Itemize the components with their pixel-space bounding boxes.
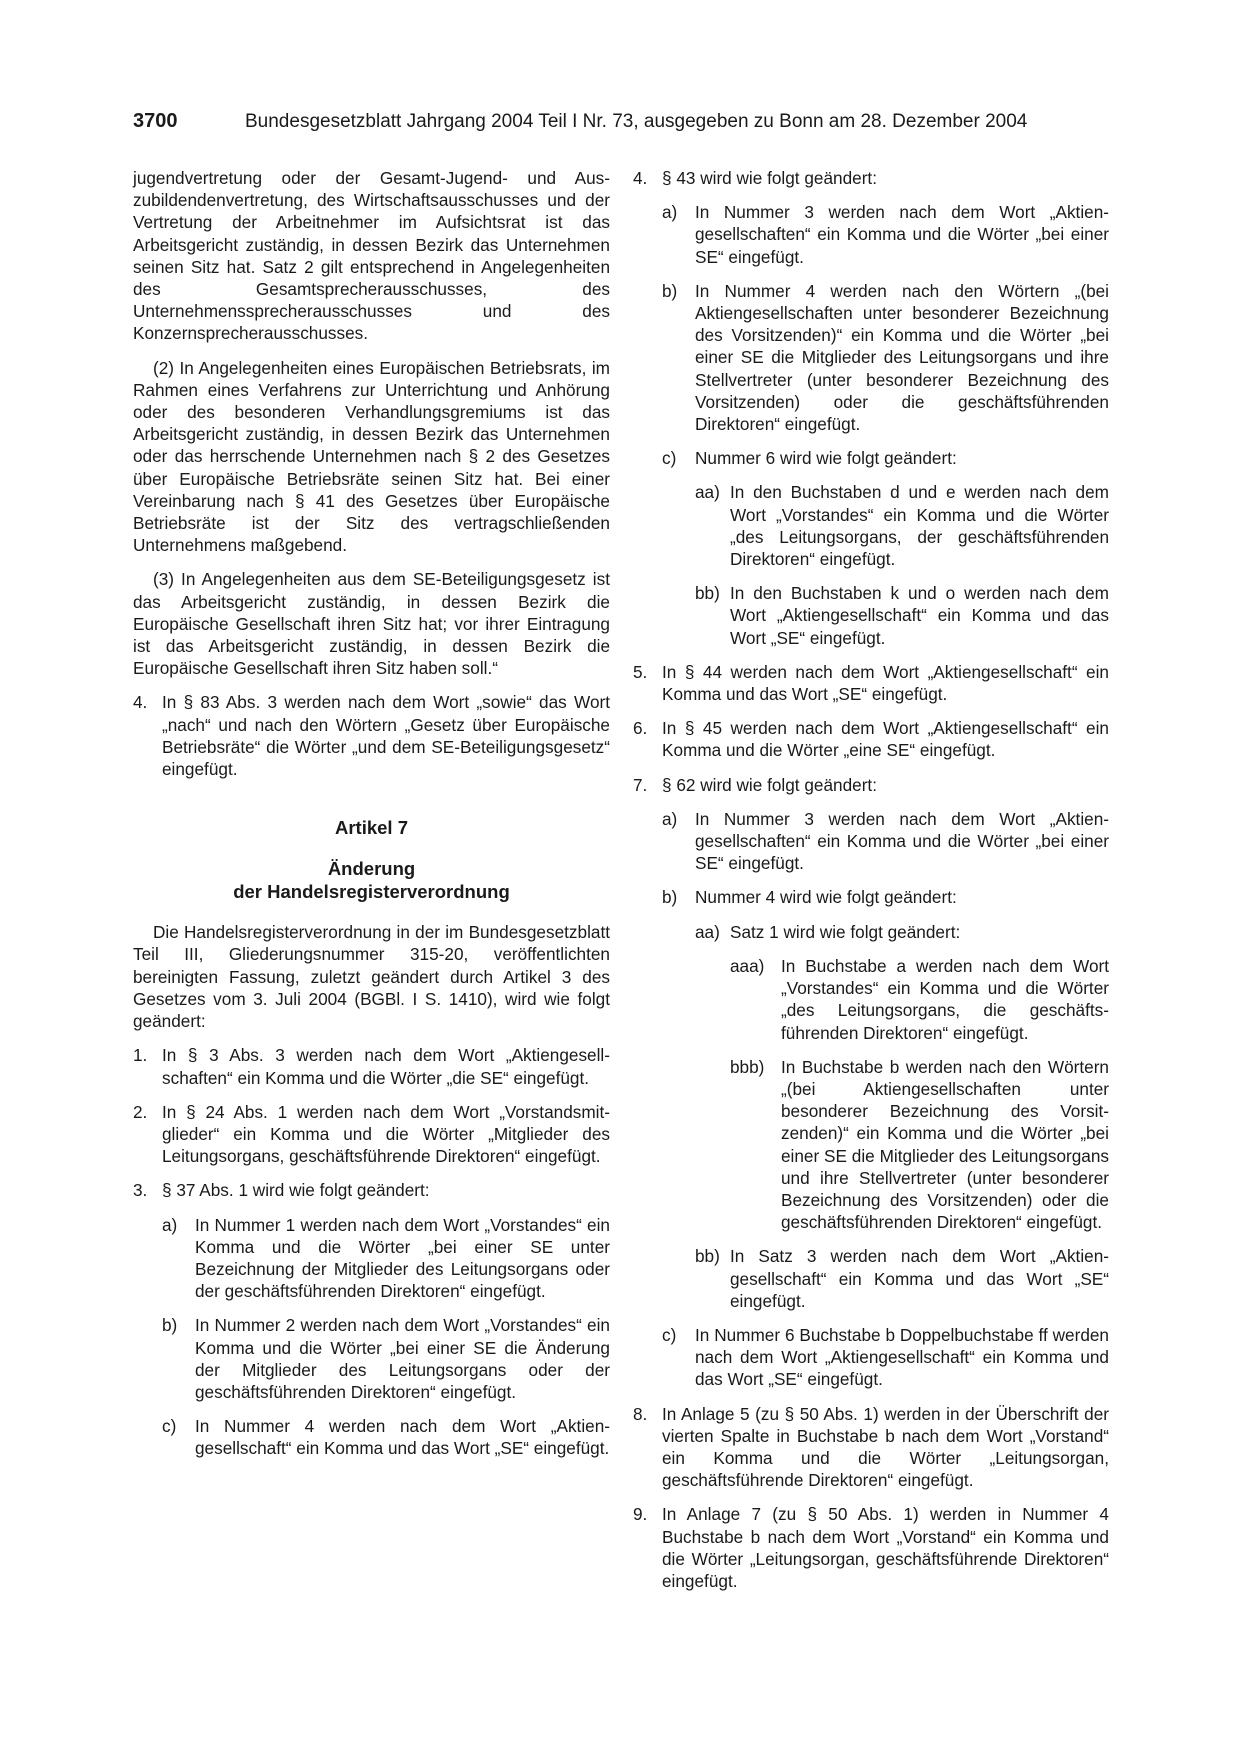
sub-item-label: b) <box>662 887 678 908</box>
sub-sub-item-text: In Satz 3 werden nach dem Wort „Aktiengesellschaft“ ein Komma und das Wort „SE“ eingefügt. <box>730 1246 1109 1311</box>
sub-item-label: c) <box>662 1324 677 1345</box>
sub-item-label: b) <box>662 280 678 301</box>
sub-sub-item <box>633 582 1109 649</box>
sub-item <box>133 1415 610 1459</box>
article-intro: Die Handelsregisterverordnung in der im Bundesgesetzblatt Teil III, Gliederungsnummer 315-20, veröffentlichten bereinigten Fassung, zuletzt geändert durch Artikel 3 des Gesetzes vom 3. Juli 2004 (BGBl. I S. 1410), wird wie folgt geändert: <box>133 922 610 1032</box>
sub-sub-item <box>633 921 1109 943</box>
item-number: 4. <box>133 692 148 713</box>
list-item <box>633 717 1109 761</box>
item-text: In Anlage 7 (zu § 50 Abs. 1) werden in Nummer 4 Buchstabe b nach dem Wort „Vorstand“ ein Komma und die Wörter „Leitungsorgan, geschäftsführende Direktoren“ eingefügt. <box>662 1504 1109 1591</box>
sub-item-label: c) <box>662 448 677 469</box>
sub-item-label: a) <box>662 808 678 829</box>
sub-sub-item-label: bb) <box>695 1246 720 1267</box>
paragraph-3: (3) In Angelegenheiten aus dem SE-Beteiligungsgesetz ist das Arbeitsgericht zuständig, in dessen Bezirk die Europäische Gesellschaft ihren Sitz hat; vor ihrer Eintragung ist das Arbeitsgericht zuständig, in dessen Bezirk die Europäische Gesellschaft ihren Sitz haben soll.“ <box>133 569 610 679</box>
sub-sub-sub-item-label: aaa) <box>730 955 765 976</box>
item-text: § 37 Abs. 1 wird wie folgt geändert: <box>162 1180 430 1201</box>
sub-sub-item-label: aa) <box>695 921 720 942</box>
sub-sub-sub-item-label: bbb) <box>730 1056 765 1077</box>
item-text: In § 83 Abs. 3 werden nach dem Wort „sowie“ das Wort „nach“ und nach den Wörtern „Gesetz über Europäische Betriebsräte“ die Wörter „und dem SE-Beteiligungsgesetz“ eingefügt. <box>162 692 610 780</box>
sub-item <box>633 808 1109 875</box>
item-text: In § 44 werden nach dem Wort „Aktiengesellschaft“ ein Komma und das Wort „SE“ eingefügt. <box>662 661 1109 705</box>
sub-item-text: In Nummer 6 Buchstabe b Doppelbuchstabe ff werden nach dem Wort „Aktiengesellschaft“ ein Komma und das Wort „SE“ eingefügt. <box>695 1324 1109 1390</box>
list-item <box>633 774 1109 796</box>
sub-sub-item <box>633 1245 1109 1312</box>
sub-item <box>633 201 1109 268</box>
list-item <box>633 167 1109 189</box>
list-item <box>633 1403 1109 1492</box>
item-number: 2. <box>133 1101 148 1122</box>
sub-item-label: c) <box>162 1416 177 1437</box>
sub-item-text: In Nummer 1 werden nach dem Wort „Vorstandes“ ein Komma und die Wörter „bei einer SE unter Bezeichnung der Mitglieder des Leitungsorgans oder der geschäftsführenden Direktoren“ eingefügt. <box>195 1214 610 1302</box>
sub-sub-sub-item-text: In Buchstabe a werden nach dem Wort „Vorstandes“ ein Komma und die Wörter „des Leitungsorgans, die geschäftsführenden Direktoren“ eingefügt. <box>781 955 1109 1043</box>
sub-item-label: a) <box>162 1214 178 1235</box>
sub-sub-sub-item-text: In Buchstabe b werden nach den Wörtern „(bei Aktiengesellschaften unter besonderer Bezeichnung des Vorsitzenden)“ ein Komma und die Wörter „bei einer SE die Mitglieder des Leitungsorgans und ihre Stellvertreter (unter besonderer Bezeichnung des Vorsitzenden) oder die geschäftsführenden Direktoren“ eingefügt. <box>781 1056 1109 1233</box>
sub-item <box>133 1314 610 1403</box>
sub-sub-item-text: In den Buchstaben d und e werden nach dem Wort „Vorstandes“ ein Komma und die Wörter „des Leitungsorgans, der geschäftsführenden Direktoren“ eingefügt. <box>730 482 1109 570</box>
sub-item <box>633 280 1109 435</box>
item-text: In Anlage 5 (zu § 50 Abs. 1) werden in der Überschrift der vierten Spalte in Buchstabe b nach dem Wort „Vorstand“ ein Komma und die Wörter „Leitungsorgan, geschäftsführende Direktoren“ eingefügt. <box>662 1403 1109 1491</box>
sub-sub-sub-item <box>633 1056 1109 1234</box>
sub-item <box>633 886 1109 908</box>
sub-item-text: In Nummer 3 werden nach dem Wort „Aktiengesellschaften“ ein Komma und die Wörter „bei einer SE“ eingefügt. <box>695 202 1109 267</box>
list-item <box>133 1101 610 1168</box>
list-item <box>633 1503 1109 1592</box>
sub-item-label: a) <box>662 202 678 223</box>
article-number: Artikel 7 <box>334 817 408 839</box>
sub-sub-item-label: aa) <box>695 482 720 503</box>
item-number: 8. <box>633 1403 648 1424</box>
item-number: 5. <box>633 661 648 682</box>
paragraph-continuation: jugendvertretung oder der Gesamt-Jugend- und Auszubildendenvertretung, des Wirtschaftsausschusses und der Vertretung der Arbeitnehmer im Aufsichtsrat ist das Arbeitsgericht zuständig, in dessen Bezirk das Unternehmen seinen Sitz hat. Satz 2 gilt entsprechend in Angelegenheiten des Gesamtsprecherausschusses, des Unternehmenssprecherausschusses und des Konzernsprecherausschusses. <box>133 168 610 344</box>
item-number: 7. <box>633 774 648 795</box>
item-number: 6. <box>633 718 648 739</box>
left-column <box>133 167 610 1472</box>
article-title-line-2: der Handelsregisterverordnung <box>233 881 510 903</box>
sub-item-label: b) <box>162 1315 178 1336</box>
sub-sub-item-text: In den Buchstaben k und o werden nach dem Wort „Aktiengesellschaft“ ein Komma und das Wort „SE“ eingefügt. <box>730 583 1109 648</box>
item-number: 9. <box>633 1504 648 1525</box>
sub-item <box>633 447 1109 469</box>
sub-item-text: In Nummer 4 werden nach den Wörtern „(bei Aktiengesellschaften unter besonderer Bezeichnung des Vorsitzenden)“ ein Komma und die Wörter „bei einer SE die Mitglieder des Leitungsorgans und ihre Stellvertreter (unter besonderer Bezeichnung des Vorsitzenden) oder die geschäftsführenden Direktoren“ eingefügt. <box>695 280 1109 435</box>
item-text: § 43 wird wie folgt geändert: <box>662 168 877 188</box>
article-title <box>133 857 610 903</box>
sub-sub-item-text: Satz 1 wird wie folgt geändert: <box>730 921 961 942</box>
list-item <box>133 1044 610 1088</box>
sub-item-text: Nummer 6 wird wie folgt geändert: <box>695 448 957 469</box>
sub-item-text: In Nummer 3 werden nach dem Wort „Aktiengesellschaften“ ein Komma und die Wörter „bei einer SE“ eingefügt. <box>695 808 1109 874</box>
item-text: In § 45 werden nach dem Wort „Aktiengesellschaft“ ein Komma und die Wörter „eine SE“ eingefügt. <box>662 718 1109 761</box>
sub-item-text: In Nummer 4 werden nach dem Wort „Aktiengesellschaft“ ein Komma und das Wort „SE“ eingefügt. <box>195 1416 610 1459</box>
item-text: In § 24 Abs. 1 werden nach dem Wort „Vorstandsmitglieder“ ein Komma und die Wörter „Mitglieder des Leitungsorgans, geschäftsführende Direktoren“ eingefügt. <box>162 1101 610 1167</box>
right-column <box>633 167 1109 1604</box>
item-number: 1. <box>133 1045 148 1066</box>
sub-sub-item <box>633 481 1109 570</box>
sub-item-text: In Nummer 2 werden nach dem Wort „Vorstandes“ ein Komma und die Wörter „bei einer SE die Änderung der Mitglieder des Leitungsorgans oder der geschäftsführenden Direktoren“ eingefügt. <box>195 1315 610 1402</box>
item-text: In § 3 Abs. 3 werden nach dem Wort „Aktiengesellschaften“ ein Komma und die Wörter „die SE“ eingefügt. <box>162 1045 610 1088</box>
item-text: § 62 wird wie folgt geändert: <box>662 774 877 795</box>
article-title-line-1: Änderung <box>327 858 416 880</box>
sub-sub-sub-item <box>633 955 1109 1044</box>
list-item <box>633 661 1109 705</box>
sub-item <box>633 1324 1109 1391</box>
item-number: 3. <box>133 1180 148 1201</box>
paragraph-2: (2) In Angelegenheiten eines Europäischen Betriebsrats, im Rahmen eines Verfahrens zur Unterrichtung und Anhörung oder des besonderen Verhandlungsgremiums ist das Arbeitsgericht zuständig, in dessen Bezirk das Unternehmen oder das herrschende Unternehmen nach § 2 des Gesetzes über Europäische Betriebsräte seinen Sitz hat. Bei einer Vereinbarung nach § 41 des Gesetzes über Europäische Betriebsräte ist der Sitz des vertragschließenden Unternehmens maßgebend. <box>133 357 610 556</box>
item-number: 4. <box>633 168 648 188</box>
list-item <box>133 1179 610 1201</box>
sub-item <box>133 1214 610 1303</box>
sub-item-text: Nummer 4 wird wie folgt geändert: <box>695 887 957 908</box>
list-item <box>133 691 610 780</box>
page-number: 3700 <box>133 110 178 132</box>
sub-sub-item-label: bb) <box>695 583 720 604</box>
running-head: Bundesgesetzblatt Jahrgang 2004 Teil I Nr. 73, ausgegeben zu Bonn am 28. Dezember 2004 <box>245 111 1028 132</box>
